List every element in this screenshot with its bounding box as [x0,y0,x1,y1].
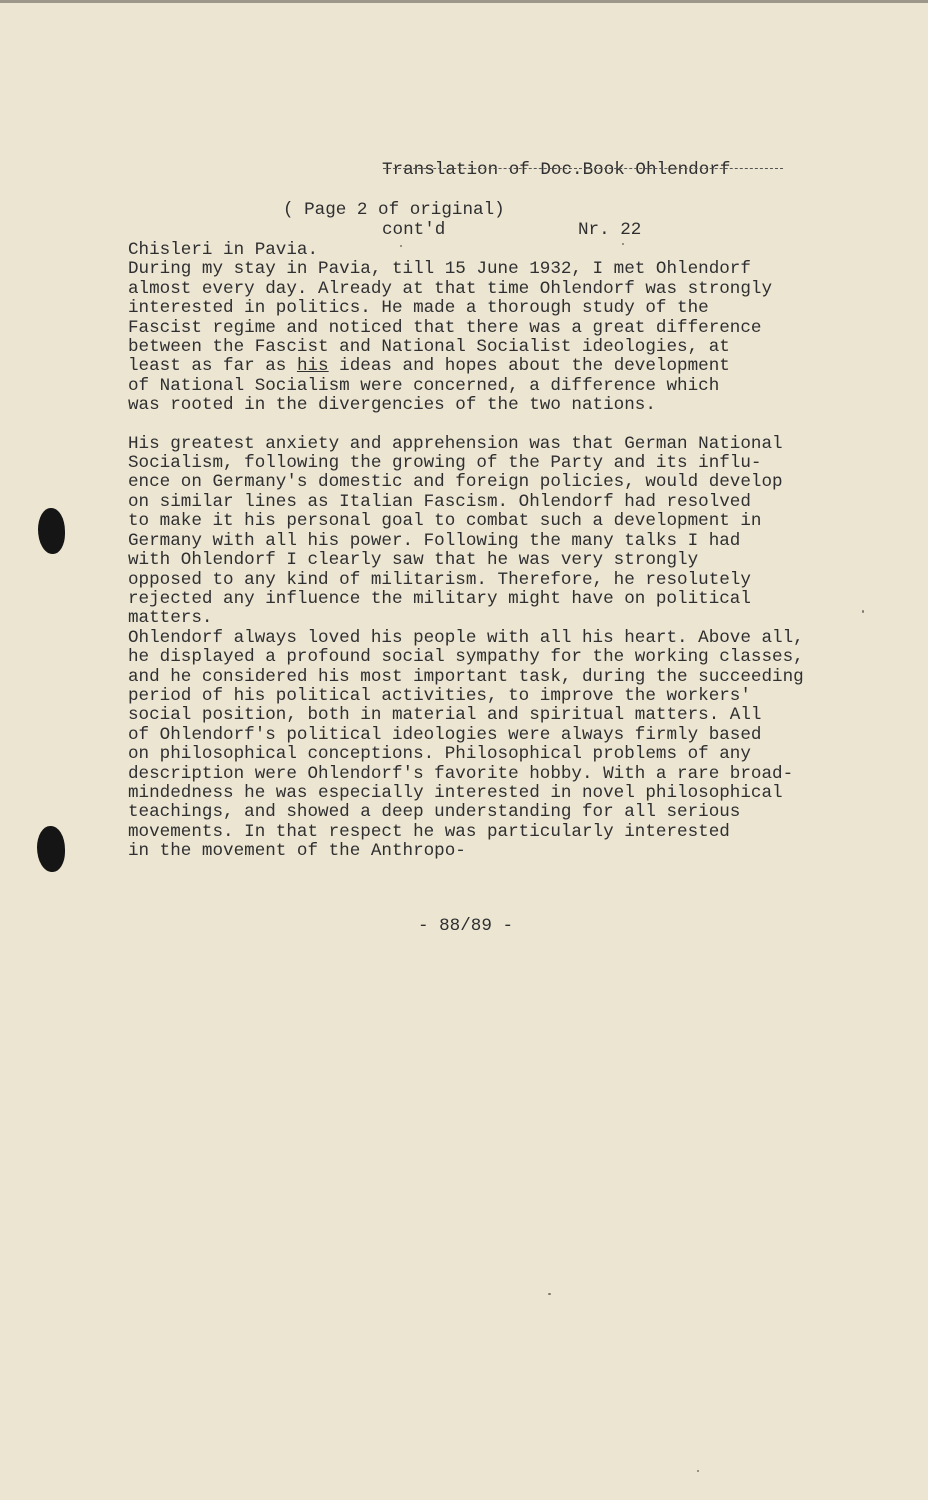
paper-speck [697,1470,699,1472]
text-line: Fascist regime and noticed that there was a great difference [128,317,762,338]
text-line: to make it his personal goal to combat such a development in [128,511,762,532]
paper-speck [862,610,864,613]
text-line: Chisleri in Pavia. [128,240,319,260]
text-line: with Ohlendorf I clearly saw that he was very strongly [128,550,699,571]
text-line: of Ohlendorf's political ideologies were always firmly based [128,724,762,745]
text-line: was rooted in the divergencies of the two nations. [128,395,656,416]
header-contd: cont'd [382,220,446,240]
text-line: on similar lines as Italian Fascism. Ohlendorf had resolved [128,491,751,512]
text-fragment: least as far as [128,356,297,377]
punch-hole-mark [37,826,65,872]
text-line: teachings, and showed a deep understanding for all serious [128,802,741,823]
page-number: - 88/89 - [418,916,514,936]
header-dashed-rule [383,168,783,169]
text-line: matters. [128,608,213,629]
text-line: Ohlendorf always loved his people with all his heart. Above all, [128,627,804,648]
text-line: social position, both in material and spiritual matters. All [128,705,762,726]
text-line: period of his political activities, to improve the workers' [128,685,751,706]
text-line: between the Fascist and National Socialist ideologies, at [128,337,730,358]
text-line: he displayed a profound social sympathy for the working classes, [128,647,804,668]
header-continuation-line [382,220,730,240]
paper-speck [548,1293,551,1295]
text-line-with-emphasis [128,357,888,376]
text-line: rejected any influence the military might have on political [128,588,751,609]
paragraph-2 [128,435,888,862]
text-line: mindedness he was especially interested in novel philosophical [128,782,783,803]
page-top-edge [0,0,928,3]
paragraph-gap [128,416,888,435]
text-line: almost every day. Already at that time Ohlendorf was strongly [128,278,773,299]
original-page-note: ( Page 2 of original) [283,200,505,220]
text-line: in the movement of the Anthropo- [128,841,466,862]
text-line: on philosophical conceptions. Philosophical problems of any [128,744,751,765]
header-number: Nr. 22 [578,220,642,240]
text-line: His greatest anxiety and apprehension was that German National [128,433,783,454]
text-line: description were Ohlendorf's favorite hobby. With a rare broad- [128,763,794,784]
text-line: of National Socialism were concerned, a difference which [128,375,720,396]
paper-speck [400,245,402,247]
text-fragment: ideas and hopes about the development [328,356,730,377]
underlined-word: his [296,356,329,377]
body-text [128,241,888,862]
header-title-line: Translation of Doc.Book Ohlendorf [382,160,731,180]
paragraph-1 [128,241,888,416]
text-line: During my stay in Pavia, till 15 June 1932, I met Ohlendorf [128,259,751,280]
punch-hole-mark [38,508,65,554]
paper-speck [622,243,624,245]
text-line: Socialism, following the growing of the Party and its influ- [128,453,762,474]
text-line: and he considered his most important task, during the succeeding [128,666,804,687]
text-line: ence on Germany's domestic and foreign policies, would develop [128,472,783,493]
text-line: opposed to any kind of militarism. Therefore, he resolutely [128,569,751,590]
text-line: movements. In that respect he was particularly interested [128,821,730,842]
text-line: Germany with all his power. Following the many talks I had [128,530,741,551]
text-line: interested in politics. He made a thorough study of the [128,298,709,319]
